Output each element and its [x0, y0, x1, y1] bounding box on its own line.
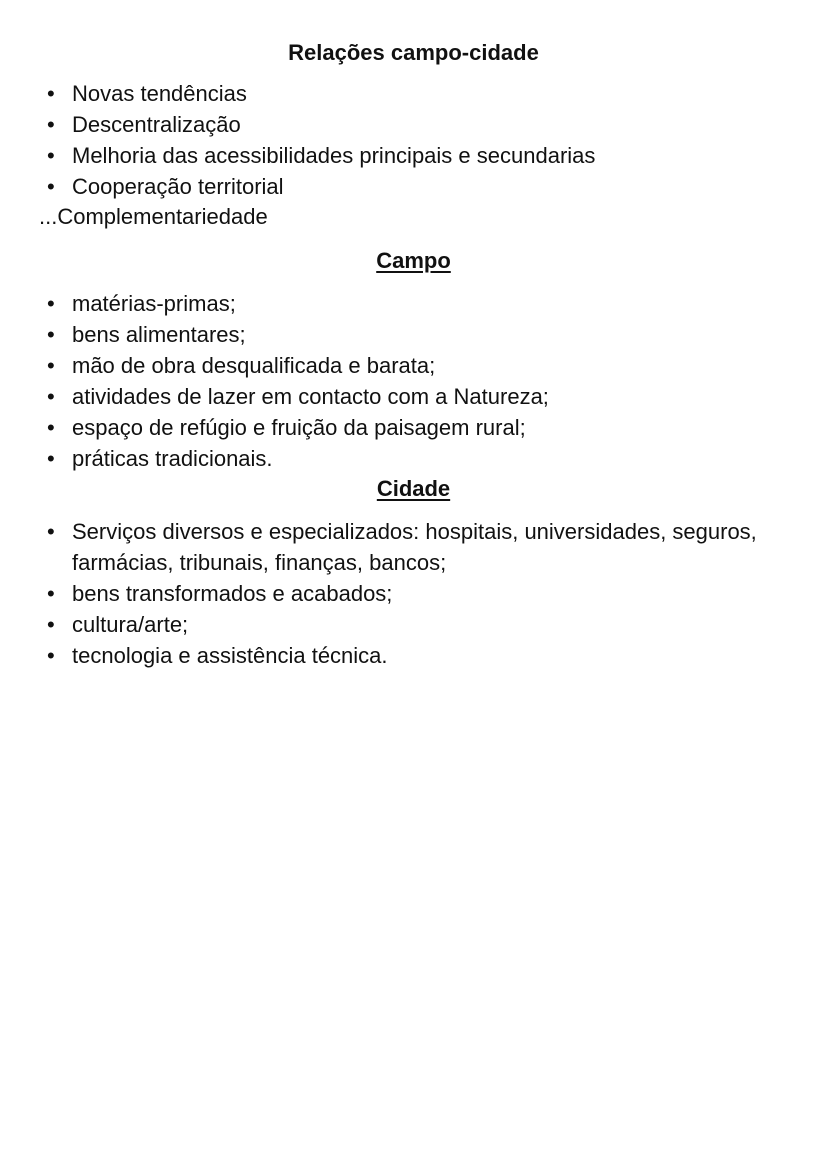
list-item: [39, 171, 788, 202]
list-item-text: práticas tradicionais.: [72, 446, 273, 471]
bullet-icon: •: [47, 174, 55, 199]
list-item-text: bens alimentares;: [72, 322, 246, 347]
document-title: Relações campo-cidade: [288, 40, 539, 65]
list-item-text: mão de obra desqualificada e barata;: [72, 353, 436, 378]
cidade-list: [39, 516, 788, 671]
campo-heading: Campo: [376, 248, 451, 273]
list-item: [39, 412, 788, 443]
campo-list: [39, 288, 788, 474]
list-item-text: atividades de lazer em contacto com a Natureza;: [72, 384, 549, 409]
list-item-text: espaço de refúgio e fruição da paisagem rural;: [72, 415, 526, 440]
cidade-heading: Cidade: [376, 476, 451, 501]
list-item: [39, 640, 788, 671]
list-item: [39, 78, 788, 109]
list-item-text: Descentralização: [72, 112, 241, 137]
list-item: [39, 381, 788, 412]
bullet-icon: •: [47, 81, 55, 106]
complement-text: ...Complementariedade: [39, 204, 268, 229]
list-item: [39, 578, 788, 609]
list-item: [39, 319, 788, 350]
list-item-text: matérias-primas;: [72, 291, 236, 316]
list-item-text: Serviços diversos e especializados: hospitais, universidades, seguros, farmácias, tribunais, finanças, bancos;: [72, 519, 757, 575]
list-item-text: Melhoria das acessibilidades principais e secundarias: [72, 143, 596, 168]
bullet-icon: •: [47, 519, 55, 544]
list-item: [39, 288, 788, 319]
bullet-icon: •: [47, 353, 55, 378]
bullet-icon: •: [47, 581, 55, 606]
list-item-text: bens transformados e acabados;: [72, 581, 393, 606]
bullet-icon: •: [47, 612, 55, 637]
bullet-icon: •: [47, 143, 55, 168]
list-item: [39, 140, 788, 171]
list-item: [39, 516, 788, 578]
list-item: [39, 609, 788, 640]
bullet-icon: •: [47, 384, 55, 409]
bullet-icon: •: [47, 112, 55, 137]
list-item-text: tecnologia e assistência técnica.: [72, 643, 388, 668]
bullet-icon: •: [47, 643, 55, 668]
list-item-text: Novas tendências: [72, 81, 247, 106]
intro-list: [39, 78, 788, 202]
bullet-icon: •: [47, 415, 55, 440]
list-item-text: cultura/arte;: [72, 612, 189, 637]
list-item: [39, 350, 788, 381]
list-item: [39, 109, 788, 140]
bullet-icon: •: [47, 322, 55, 347]
list-item-text: Cooperação territorial: [72, 174, 284, 199]
bullet-icon: •: [47, 446, 55, 471]
bullet-icon: •: [47, 291, 55, 316]
list-item: [39, 443, 788, 474]
